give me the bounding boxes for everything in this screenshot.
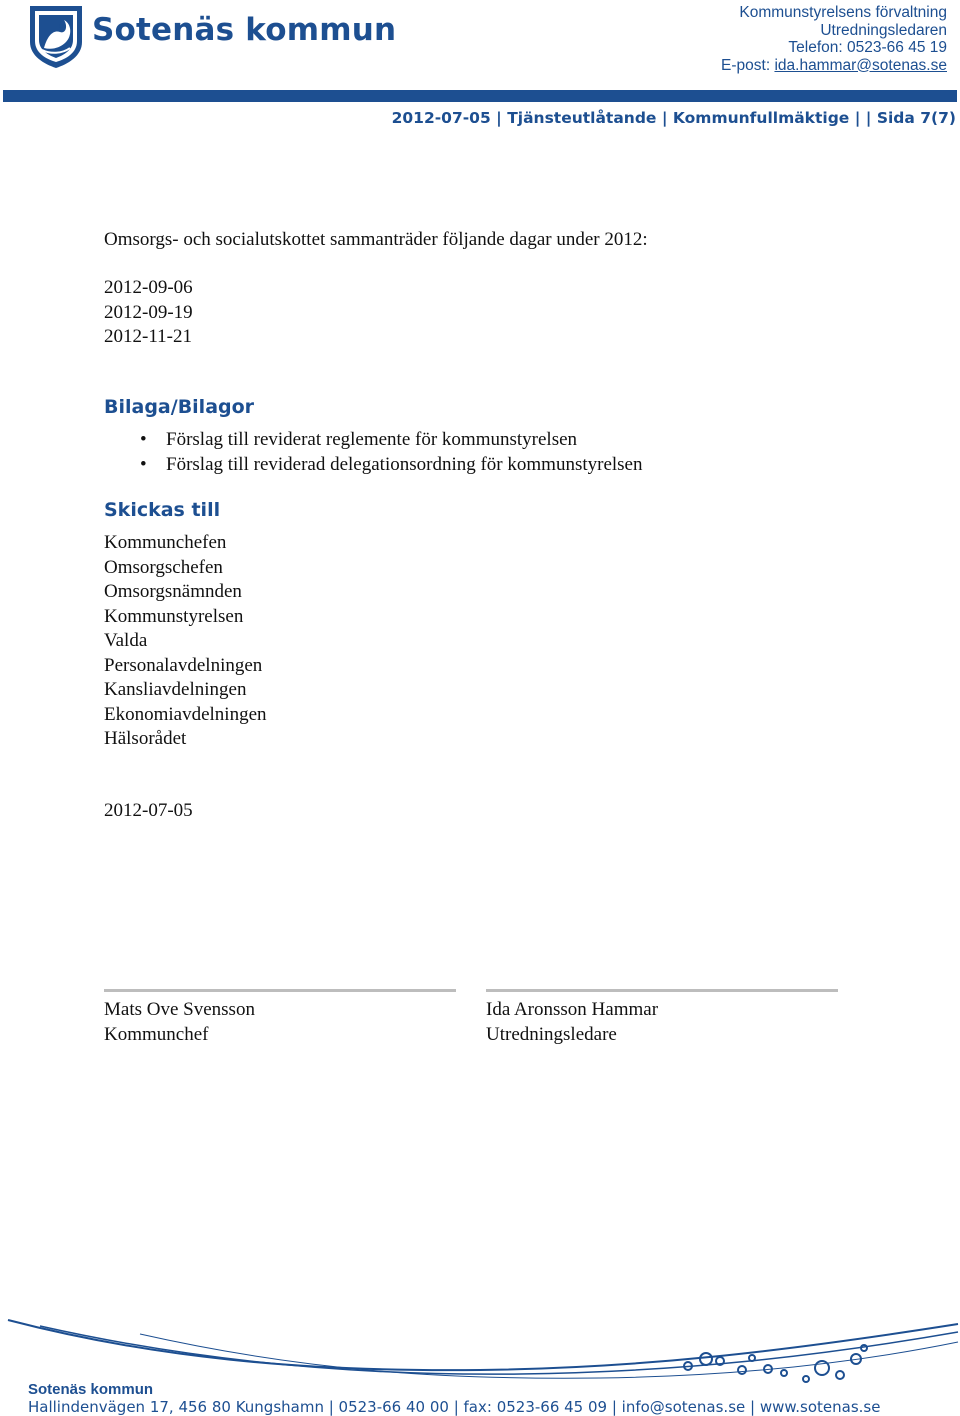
contact-department: Kommunstyrelsens förvaltning [739, 4, 947, 21]
signature-block [104, 998, 255, 1047]
signature-line [104, 989, 456, 992]
bullet-icon: • [140, 429, 147, 450]
header-divider-bar [3, 90, 957, 102]
meeting-dates [104, 276, 193, 350]
signatory-title: Kommunchef [104, 1023, 209, 1045]
footer-address: Hallindenvägen 17, 456 80 Kungshamn | 0523-66 40 00 | fax: 0523-66 45 09 | info@sotenas.se | www.sotenas.se [28, 1398, 881, 1416]
contact-phone: Telefon: 0523-66 45 19 [788, 39, 947, 56]
signatory-name: Mats Ove Svensson [104, 999, 255, 1020]
brand-name: Sotenäs kommun [92, 12, 397, 48]
contact-email-row [721, 57, 947, 75]
attachments-list [140, 428, 643, 477]
contact-block [721, 4, 947, 74]
contact-email-label: E-post: [721, 56, 775, 74]
document-date: 2012-07-05 [104, 800, 193, 821]
municipal-shield-logo-icon [28, 4, 84, 70]
list-item: Personalavdelningen [104, 654, 263, 676]
attachment-label: Förslag till reviderad delegationsordning för kommunstyrelsen [166, 453, 643, 475]
meeting-date: 2012-11-21 [104, 326, 192, 347]
footer-organization: Sotenäs kommun [28, 1381, 154, 1398]
list-item: Omsorgsnämnden [104, 581, 242, 602]
meeting-date: 2012-09-06 [104, 277, 193, 298]
recipients-list [104, 531, 267, 752]
contact-email-link[interactable]: ida.hammar@sotenas.se [774, 56, 947, 74]
meeting-intro: Omsorgs- och socialutskottet sammanträder följande dagar under 2012: [104, 229, 648, 250]
signatory-name: Ida Aronsson Hammar [486, 999, 659, 1020]
list-item: Hälsorådet [104, 728, 187, 749]
attachments-heading: Bilaga/Bilagor [104, 396, 255, 418]
footer-waves-icon [0, 1312, 960, 1392]
list-item: Kommunstyrelsen [104, 605, 244, 627]
signature-line [486, 989, 838, 992]
list-item [140, 428, 642, 453]
signature-block [486, 998, 658, 1047]
attachment-label: Förslag till reviderat reglemente för kommunstyrelsen [166, 429, 578, 450]
bullet-icon: • [140, 453, 147, 475]
list-item [140, 453, 643, 478]
document-headline: 2012-07-05 | Tjänsteutlåtande | Kommunfullmäktige | | Sida 7(7) [391, 109, 956, 127]
contact-role: Utredningsledaren [820, 21, 947, 39]
list-item: Valda [104, 630, 148, 651]
meeting-date: 2012-09-19 [104, 301, 193, 323]
list-item: Kommunchefen [104, 532, 227, 553]
list-item: Omsorgschefen [104, 556, 223, 578]
list-item: Ekonomiavdelningen [104, 703, 267, 725]
list-item: Kansliavdelningen [104, 679, 247, 700]
send-to-heading: Skickas till [104, 499, 221, 521]
signatory-title: Utredningsledare [486, 1023, 617, 1045]
